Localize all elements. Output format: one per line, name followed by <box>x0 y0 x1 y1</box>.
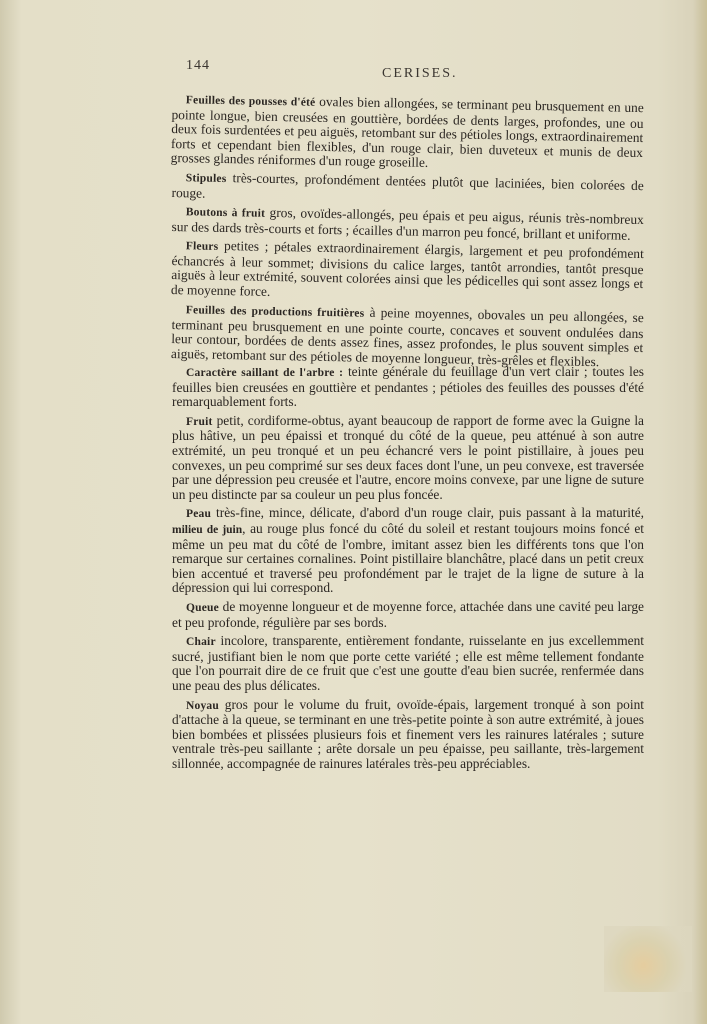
paragraph-lead: Fruit <box>186 415 213 428</box>
paragraph-emphasis: milieu de juin <box>172 524 243 537</box>
page-edge-shadow <box>693 0 707 1024</box>
paragraph-text: très-courtes, profondément dentées plutôt que laciniées, bien colorées de rouge. <box>171 170 644 201</box>
paragraph-fruit <box>172 414 644 503</box>
paragraph-text: très-fine, mince, délicate, d'abord d'un rouge clair, puis passant à la maturité, <box>211 505 644 521</box>
paragraph-stipules <box>171 170 643 209</box>
page-number: 144 <box>186 58 210 73</box>
paragraph-lead: Fleurs <box>185 240 219 254</box>
paragraph-lead: Noyau <box>186 699 219 712</box>
paragraph-text: de moyenne longueur et de moyenne force, attachée dans une cavité peu large et peu profonde, régulière par ses bords. <box>172 599 644 630</box>
paragraph-lead: Peau <box>186 508 212 521</box>
page-body <box>172 92 644 776</box>
paragraph-lead: Feuilles des pousses d'été <box>185 94 316 109</box>
paragraph-text: ovales bien allongées, se terminant peu brusquement en une pointe longue, bien creusées en gouttière, bordées de dents larges, profondes, une ou deux fois surdentées et peu aiguës, retombant sur des pétioles longs, extraordinairement forts et cependant bien flexibles, d'un rouge clair, bien duveteux et munis de deux grosses glandes réniformes d'un rouge groseille. <box>170 93 644 171</box>
paragraph-fleurs <box>171 238 644 306</box>
paragraph-lead: Caractère saillant de l'arbre : <box>186 367 344 380</box>
running-title: CERISES. <box>382 66 458 81</box>
paragraph-feuilles-pousses <box>171 92 644 175</box>
paragraph-peau <box>172 506 644 596</box>
paragraph-text: gros pour le volume du fruit, ovoïde-épais, largement tronqué à son point d'attache à la queue, se terminant en une très-petite pointe à son autre extrémité, à joues bien bombées et plissées plusieurs fois et finement vers les rainures latérales ; suture ventrale très-peu saillante ; arête dorsale un peu épaisse, peu saillante, très-largement sillonnée, accompagnée de rainures latérales très-peu appréciables. <box>172 696 644 771</box>
paragraph-lead: Feuilles des productions fruitières <box>185 303 365 320</box>
paragraph-lead: Queue <box>186 602 219 614</box>
paragraph-text: teinte générale du feuillage d'un vert clair ; toutes les feuilles bien creusées en gouttière et pendantes ; pétioles des feuilles des pousses d'été remarquablement forts. <box>172 364 644 410</box>
paragraph-caractere <box>172 365 644 410</box>
paragraph-lead: Chair <box>186 636 216 649</box>
paragraph-text: à peine moyennes, obovales un peu allongées, se terminant peu brusquement en une pointe courte, concaves et souvent ondulées dans leur contour, bordées de dents assez fines, assez profondes, le plus souvent simples et aiguës, retombant sur des pétioles de moyenne longueur, très-grêles et flexibles. <box>170 304 644 369</box>
paragraph-text-continued: , au rouge plus foncé du côté du soleil et restant toujours moins foncé et même un peu mat du côté de l'ombre, imitant assez bien les différents tons que l'on remarque sur certaines cornalines. Point pistillaire blanchâtre, placé dans un petit creux bien accentué et traversé peu profondément par le trajet de la ligne de suture à la dépression qui lui correspond. <box>172 521 644 596</box>
paragraph-chair <box>172 634 644 693</box>
paragraph-queue <box>172 600 644 630</box>
paragraph-text: gros, ovoïdes-allongés, peu épais et peu aigus, réunis très-nombreux sur des dards très-courts et forts ; écailles d'un marron peu foncé, brillant et uniforme. <box>171 204 644 243</box>
paragraph-noyau <box>172 698 644 772</box>
paragraph-text: petites ; pétales extraordinairement élargis, largement et peu profondément échancrés à leur sommet; divisions du calice larges, tantôt arrondies, tantôt presque aiguës à leur extrémité, souvent colorées ainsi que les pédicelles qui sont assez longs et de moyenne force. <box>170 238 644 300</box>
corner-thumbnail-image <box>604 926 692 992</box>
paragraph-feuilles-productions <box>171 302 644 370</box>
paragraph-lead: Boutons à fruit <box>185 206 266 220</box>
paragraph-text: petit, cordiforme-obtus, ayant beaucoup de rapport de forme avec la Guigne la plus hâtive, un peu épaissi et tronqué du côté de la queue, peu atténué à son autre extrémité, un peu tronqué et un peu échancré vers le point pistillaire, à joues peu convexes, un peu comprimé sur ses deux faces dont l'une, un peu convexe, est traversée par une dépression peu creusée et l'autre, encore moins convexe, par une ligne de suture un peu distincte par sa couleur un peu plus foncée. <box>172 412 644 502</box>
paragraph-text: incolore, transparente, entièrement fondante, ruisselante en jus excellemment sucré, justifiant bien le nom que porte cette variété ; elle est même tellement fondante que l'on pourrait dire de ce fruit que c'est une goutte d'eau bien sucrée, renfermée dans une peau des plus délicates. <box>172 633 644 693</box>
paragraph-lead: Stipules <box>185 172 227 186</box>
